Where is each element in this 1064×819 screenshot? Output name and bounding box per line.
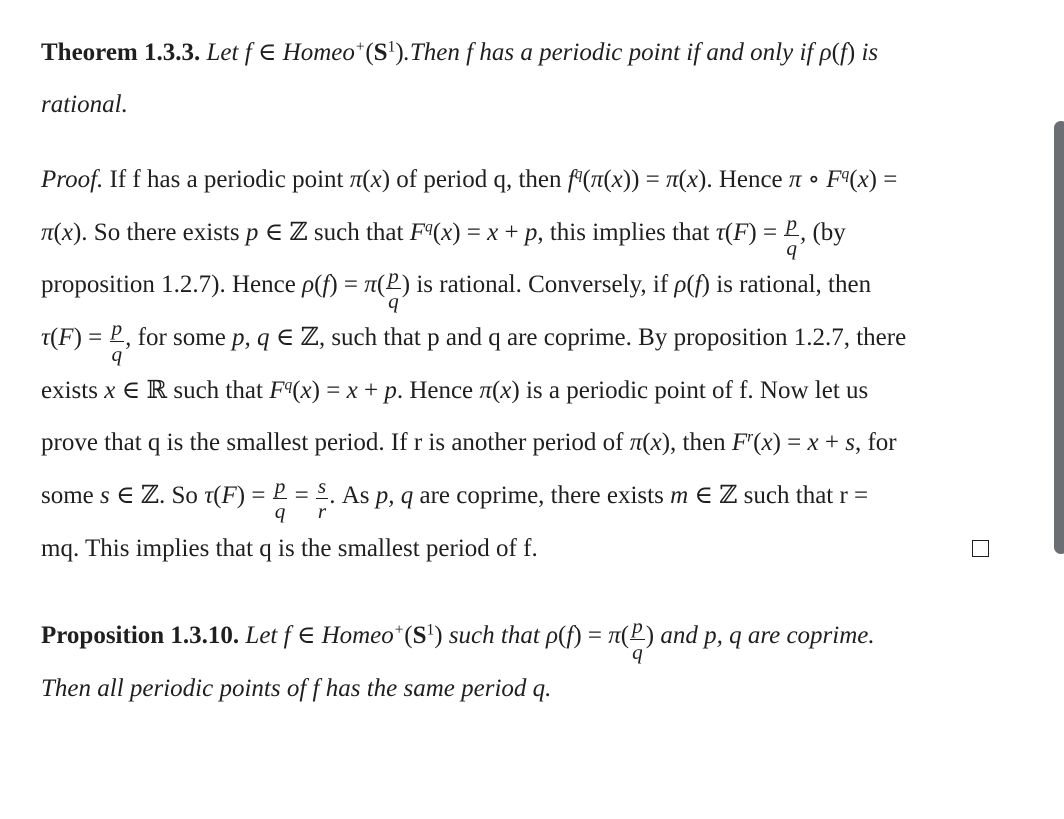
proof-text: , this implies that [537, 218, 710, 246]
proposition-text: has the same period [325, 674, 527, 702]
proof-text: , then [670, 429, 726, 457]
proof-text: such that p and q are coprime. By proposition 1.2.7, there [331, 324, 907, 351]
math-expr: ρ(f) = π( $\frac{p}{q}$ ) [302, 263, 411, 313]
math-expr: π(x) [349, 166, 391, 193]
math-expr: f [312, 674, 320, 702]
proof-text: , for [854, 429, 897, 457]
proposition-text: Then all periodic points of [41, 674, 307, 702]
scrollbar-thumb[interactable] [1054, 121, 1064, 554]
theorem-text: is [861, 39, 879, 66]
math-expr: $F^r(x) = x + s$ [731, 428, 855, 457]
theorem-text: has a periodic point if and only if [479, 39, 814, 66]
math-expr: π(x) [479, 376, 520, 404]
proposition-block [41, 610, 989, 715]
proof-label: Proof. [41, 166, 104, 193]
math-expr: $f^q(\pi(x)) = \pi(x)$ [567, 165, 707, 193]
proof-text: is rational. Conversely, if [416, 271, 669, 299]
proof-text: (by [812, 218, 846, 246]
proof-text: . So [159, 481, 198, 509]
math-expr: $F^q(x) = x + p$ [269, 376, 397, 404]
math-expr: m ∈ ℤ [670, 481, 738, 509]
math-expr: π ∘ $F^q(x)$ = [788, 165, 898, 193]
proof-text: of period q, then [396, 166, 562, 193]
proposition-text: q. [532, 674, 552, 702]
math-expr: ρ(f) [674, 271, 710, 299]
proof-text: is a periodic point of f. Now let us [525, 376, 869, 404]
proof-text: mq. This implies that q is the smallest period of f. [41, 534, 538, 562]
math-expr: p, q ∈ ℤ, [232, 324, 326, 351]
proof-text: . Hence [396, 376, 474, 404]
proof-text: for some [137, 324, 226, 351]
math-expr: τ(F) = $\frac{p}{q}$ , [715, 210, 807, 260]
math-expr: p, q [704, 622, 742, 649]
qed-square-icon [972, 540, 989, 557]
math-expr: τ(F) = $\frac{p}{q}$ = $\frac{s}{r}$ [204, 474, 327, 524]
proof-text: is rational, then [716, 271, 872, 299]
math-expr: f [466, 39, 474, 66]
math-expr: τ(F) = $\frac{p}{q}$ , [41, 316, 132, 366]
proof-text: proposition 1.2.7). Hence [41, 271, 296, 299]
proof-text: . Hence [706, 166, 783, 193]
proof-text: some [41, 481, 94, 509]
proof-block [41, 154, 989, 575]
proof-text: are coprime, there exists [419, 481, 664, 509]
math-expr: $F^q(x) = x + p$ [409, 217, 538, 246]
proof-text: . As [329, 481, 370, 509]
proposition-text: are coprime. [747, 622, 875, 649]
math-expr: ρ(f) = π( $\frac{p}{q}$ ) [546, 614, 655, 664]
proof-text: prove that q is the smallest period. If r is another period of [41, 429, 624, 457]
math-expr: s ∈ ℤ [100, 481, 160, 509]
math-expr: f ∈ $Homeo^+(S^1)$. [244, 38, 410, 66]
math-expr: ρ(f) [819, 39, 856, 66]
proof-text: such that [313, 218, 404, 246]
proposition-label: Proposition 1.3.10. [41, 622, 240, 649]
math-expr: f ∈ $Homeo^+(S^1)$ [283, 621, 443, 649]
math-expr: p ∈ ℤ [245, 218, 308, 246]
math-expr: π(x) [41, 218, 82, 246]
theorem-block [41, 27, 989, 131]
theorem-text: rational. [41, 91, 128, 118]
theorem-text: Let [206, 39, 239, 66]
proof-text: If f has a periodic point [109, 166, 344, 193]
proposition-text: Let [245, 622, 278, 649]
proof-text: such that [173, 376, 263, 404]
proof-text: . So there exists [81, 218, 240, 246]
proposition-text: and [660, 622, 698, 649]
proof-text: such that r = [743, 481, 869, 509]
theorem-text: Then [409, 39, 460, 66]
proof-text: exists [41, 376, 98, 404]
theorem-label: Theorem 1.3.3. [41, 39, 201, 66]
math-expr: p, q [375, 481, 414, 509]
proposition-text: such that [448, 622, 540, 649]
math-expr: x ∈ ℝ [104, 376, 168, 404]
math-expr: π(x) [629, 429, 671, 457]
